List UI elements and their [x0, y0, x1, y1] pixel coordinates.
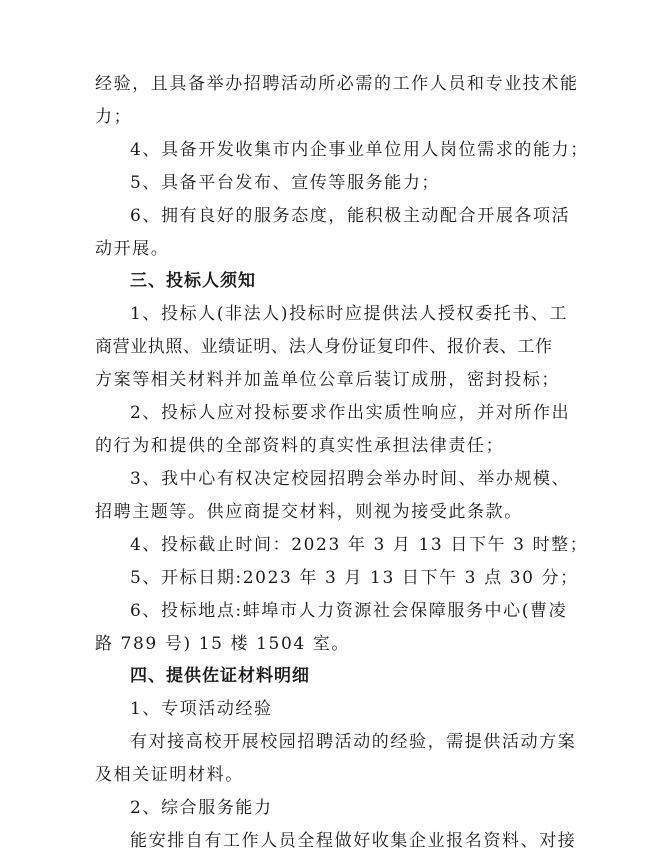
list-item: 5、开标日期:2023 年 3 月 13 日下午 3 点 30 分； — [130, 568, 579, 588]
paragraph-line: 经验，且具备举办招聘活动所必需的工作人员和专业技术能 — [95, 74, 579, 94]
list-item: 2、投标人应对投标要求作出实质性响应，并对所作出 — [130, 403, 571, 423]
paragraph-line: 方案等相关材料并加盖单位公章后装订成册，密封投标； — [95, 370, 560, 390]
list-item: 2、综合服务能力 — [130, 798, 273, 818]
paragraph-line: 力； — [95, 107, 133, 127]
list-item: 5、具备平台发布、宣传等服务能力； — [130, 173, 441, 193]
paragraph-line: 能安排自有工作人员全程做好收集企业报名资料、对接 — [130, 831, 577, 851]
paragraph-line: 招聘主题等。供应商提交材料，则视为接受此条款。 — [95, 502, 523, 522]
list-item: 1、专项活动经验 — [130, 699, 273, 719]
section-heading: 四、提供佐证材料明细 — [130, 666, 310, 686]
list-item: 1、投标人(非法人)投标时应提供法人授权委托书、工 — [130, 304, 569, 324]
list-item: 4、投标截止时间：2023 年 3 月 13 日下午 3 时整； — [130, 535, 589, 555]
paragraph-line: 商营业执照、业绩证明、法人身份证复印件、报价表、工作 — [95, 337, 553, 357]
list-item: 6、投标地点:蚌埠市人力资源社会保障服务中心(曹凌 — [130, 601, 568, 621]
list-item: 6、拥有良好的服务态度，能积极主动配合开展各项活 — [130, 206, 571, 226]
list-item: 3、我中心有权决定校园招聘会举办时间、举办规模、 — [130, 469, 571, 489]
section-heading: 三、投标人须知 — [130, 271, 256, 291]
paragraph-line: 有对接高校开展校园招聘活动的经验，需提供活动方案 — [130, 732, 577, 752]
paragraph-line: 的行为和提供的全部资料的真实性承担法律责任； — [95, 436, 505, 456]
paragraph-line: 及相关证明材料。 — [95, 765, 244, 785]
paragraph-line: 动开展。 — [95, 239, 170, 259]
list-item: 4、具备开发收集市内企事业单位用人岗位需求的能力； — [130, 140, 589, 160]
paragraph-line: 路 789 号) 15 楼 1504 室。 — [95, 634, 350, 654]
